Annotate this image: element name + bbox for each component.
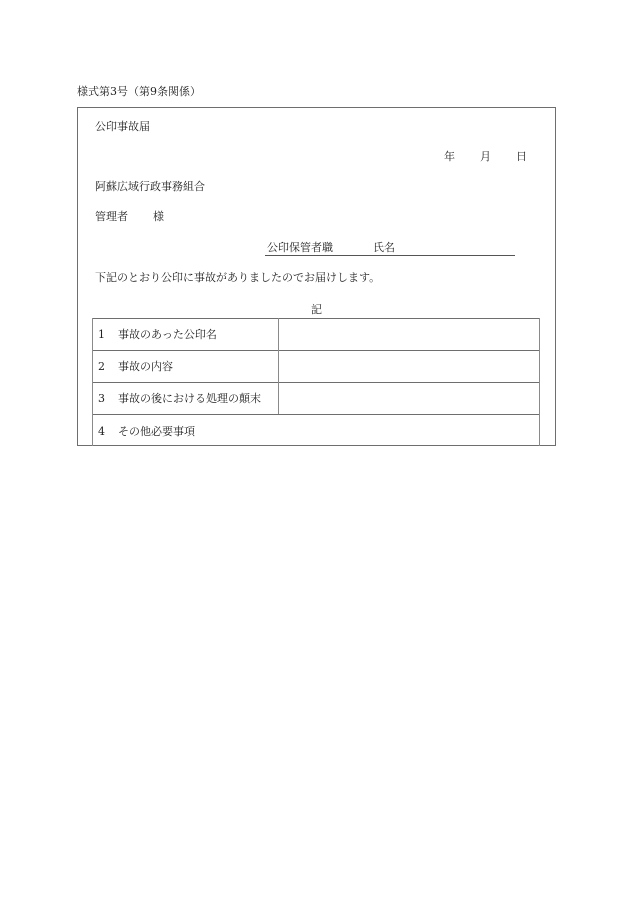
date-day-label: 日 xyxy=(516,150,527,163)
table-row xyxy=(98,426,195,437)
item-number: 4 xyxy=(98,425,105,438)
table-row-divider xyxy=(92,350,540,351)
table-border-top xyxy=(92,318,540,319)
item-number: 3 xyxy=(98,392,105,405)
ki-heading: 記 xyxy=(311,303,322,316)
item-number: 1 xyxy=(98,328,105,341)
item-number: 2 xyxy=(98,360,105,373)
table-row xyxy=(98,393,261,404)
item-label: 事故の内容 xyxy=(118,360,173,373)
table-border-left xyxy=(92,318,93,446)
form-reference: 様式第3号（第9条関係） xyxy=(77,85,201,98)
addressee-organization: 阿蘇広域行政事務組合 xyxy=(95,180,205,193)
signature-position-label: 公印保管者職 xyxy=(267,241,333,254)
table-border-right xyxy=(539,318,540,446)
table-row xyxy=(98,361,173,372)
table-row-divider xyxy=(92,414,540,415)
signature-name-label: 氏名 xyxy=(373,241,395,254)
date-year-label: 年 xyxy=(444,150,455,163)
item-label: その他必要事項 xyxy=(118,425,195,438)
addressee-honorific: 様 xyxy=(153,210,164,223)
signature-underline xyxy=(265,255,515,256)
table-row xyxy=(98,329,217,340)
table-row-divider xyxy=(92,382,540,383)
table-column-divider xyxy=(278,318,279,414)
item-label: 事故のあった公印名 xyxy=(118,328,217,341)
statement-text: 下記のとおり公印に事故がありましたのでお届けします。 xyxy=(95,271,381,284)
item-label: 事故の後における処理の顛末 xyxy=(118,392,261,405)
items-table xyxy=(92,318,540,446)
addressee-recipient: 管理者 xyxy=(95,210,128,223)
document-title: 公印事故届 xyxy=(95,120,150,133)
date-month-label: 月 xyxy=(480,150,491,163)
